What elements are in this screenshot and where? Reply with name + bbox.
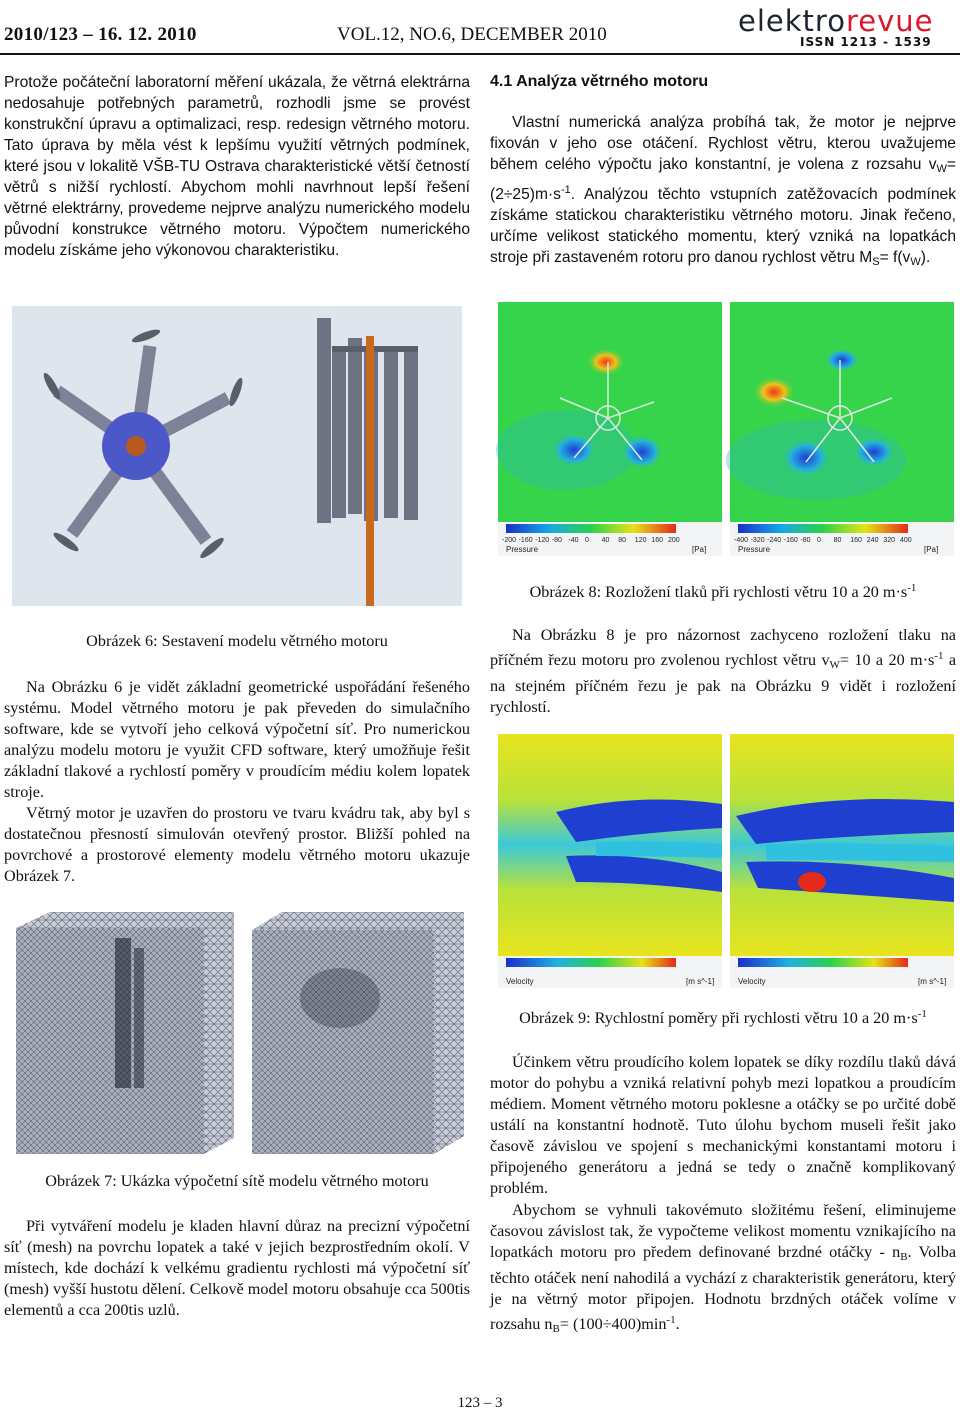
- legend-tick-label: 240: [866, 537, 879, 544]
- header-issn: ISSN 1213 - 1539: [800, 35, 932, 49]
- vw-sup: -1: [560, 184, 571, 196]
- legend-tick-label: 160: [651, 537, 664, 544]
- legend-tick-label: 320: [883, 537, 896, 544]
- fig9-caption-sup: -1: [917, 1008, 927, 1020]
- p4-nb-sub: B: [900, 1251, 908, 1263]
- fig8-caption-text: Obrázek 8: Rozložení tlaků při rychlosti větru 10 a 20 m·s: [529, 583, 908, 601]
- legend-tick-label: -80: [800, 537, 811, 544]
- p4-nb: n: [892, 1243, 901, 1261]
- fig9-left-label: Velocity: [506, 977, 534, 986]
- legend-tick-label: -200: [502, 537, 517, 544]
- legend-tick-label: 200: [668, 537, 680, 544]
- legend-tick-label: -240: [767, 537, 782, 544]
- intro-text-1: Protože počáteční laboratorní měření ukázala, že větrná elektrárna nedosahuje potřebných parametrů, rozhodli jsme se provést konstrukční úpravu a optimalizaci, resp. redesign větrného motoru. Tato úprava by měla vést k lepšímu využití větrných podmínek, které jsou v lokalitě VŠB-TU Ostrava charakteristické větší četností větrů s nižší rychlostí.: [4, 74, 470, 196]
- fig9-right-label: Velocity: [738, 977, 766, 986]
- paragraph-fig8: [490, 625, 956, 718]
- logo-part2: revue: [845, 4, 934, 38]
- legend-tick-label: 160: [850, 537, 862, 544]
- header-issue: 2010/123 – 16. 12. 2010: [4, 24, 197, 45]
- header-rule: [0, 53, 960, 55]
- p4-nb2: n: [544, 1315, 553, 1333]
- paragraph-mesh-text: Při vytváření modelu je kladen hlavní důraz na precizní výpočetní síť (mesh) na povrchu lopatek a také v jejich bezprostředním okolí. V místech, kde dochází k velkému gradientu rychlosti má výpočetní síť (mesh) vyšší hustotu dělení. Celkově model motoru obsahuje cca 500tis elementů a cca 200tis uzlů.: [4, 1217, 470, 1319]
- p1-text: Vlastní numerická analýza probíhá tak, že motor je nejprve fixován v jeho ose otáčení. Rychlost větru, kterou uvažujeme během celého výpočtu jako konstantní, je volena z rozsahu: [490, 114, 956, 173]
- fig8-caption-sup: -1: [907, 582, 917, 594]
- section-title: 4.1 Analýza větrného motoru: [490, 73, 709, 90]
- figure-6-caption: Obrázek 6: Sestavení modelu větrného motoru: [86, 632, 388, 650]
- logo-part1: elektro: [738, 4, 846, 38]
- p2-text-b: = 10 a 20 m·s: [839, 651, 935, 669]
- legend-tick-label: 0: [817, 537, 821, 544]
- fig9-right-unit: [m s^-1]: [918, 977, 947, 986]
- ms-end: ).: [920, 249, 931, 266]
- legend-tick-label: 400: [900, 537, 912, 544]
- fig8-right-unit: [Pa]: [924, 545, 939, 554]
- fig9-caption-text: Obrázek 9: Rychlostní poměry při rychlosti větru 10 a 20 m·s: [519, 1009, 918, 1027]
- figure-7-caption: Obrázek 7: Ukázka výpočetní sítě modelu větrného motoru: [45, 1172, 429, 1190]
- header-volume: VOL.12, NO.6, DECEMBER 2010: [337, 24, 607, 45]
- intro-text-2: Abychom mohli navrhnout lepší řešení větrné elektrárny, provedeme nejprve analýzu numerického modelu původní konstrukce větrného motoru. Výpočtem numerického modelu získáme jeho výkonovou charakteristiku.: [4, 179, 471, 259]
- fig8-right-label: Pressure: [738, 545, 771, 554]
- vw-sub: W: [936, 163, 947, 175]
- ms-var: M: [859, 249, 873, 266]
- section-paragraph-1: [490, 112, 956, 273]
- p4-sup: -1: [666, 1314, 676, 1326]
- legend-tick-label: -400: [734, 537, 749, 544]
- figure-6-model: [12, 306, 462, 606]
- legend-tick-label: 120: [634, 537, 647, 544]
- p2-text-c: a na stejném příčném řezu je pak na Obrázku 9 vidět i rozložení rychlostí.: [490, 651, 957, 716]
- vw-var: v: [928, 156, 937, 173]
- journal-logo: [738, 4, 933, 38]
- legend-tick-label: -320: [750, 537, 765, 544]
- p2-sub: W: [829, 659, 840, 671]
- intro-paragraph: [4, 72, 470, 261]
- legend-tick-label: -120: [535, 537, 550, 544]
- fig8-left-unit: [Pa]: [692, 545, 707, 554]
- p4-text-b: . Volba těchto otáček není nahodilá a vychází z charakteristik generátoru, který je na větrný motor připojen. Hodnotu brzdných otáček volíme v rozsahu: [490, 1243, 956, 1333]
- p4-nb2-sub: B: [552, 1323, 560, 1335]
- paragraph-mesh: [4, 1216, 470, 1321]
- ms-sub: S: [872, 256, 880, 268]
- p4-end: .: [675, 1315, 680, 1333]
- figure-8-caption: [490, 582, 956, 602]
- fig8-left-label: Pressure: [506, 545, 539, 554]
- legend-tick-label: 0: [585, 537, 589, 544]
- p4-text-c: = (100÷400)min: [559, 1315, 667, 1333]
- vw-range: = (2÷25)m·s: [490, 156, 956, 203]
- legend-tick-label: -80: [551, 537, 562, 544]
- ms-sub2: W: [910, 256, 921, 268]
- p2-text-a: Na Obrázku 8 je pro názornost zachyceno rozložení tlaku na příčném řezu motoru pro zvolenou rychlost větru: [490, 626, 956, 669]
- page-number: 123 – 3: [457, 1395, 503, 1411]
- paragraph-motion: [490, 1052, 956, 1199]
- paragraph-fig6: [4, 677, 470, 803]
- legend-tick-label: -160: [518, 537, 533, 544]
- ms-eq: = f(v: [879, 249, 911, 266]
- figure-7-mesh: [10, 908, 470, 1158]
- legend-tick-label: 80: [618, 537, 626, 544]
- figure-8-pressure: [496, 300, 956, 558]
- legend-tick-label: 40: [601, 537, 610, 544]
- fig9-left-unit: [m s^-1]: [686, 977, 715, 986]
- p2-sup: -1: [934, 650, 944, 662]
- figure-9-velocity: [496, 732, 956, 988]
- paragraph-fig6-text: Na Obrázku 6 je vidět základní geometrické uspořádání řešeného systému. Model větrného motoru je pak převeden do simulačního software, kde se vytvoří jeho celková výpočetní síť. Pro numerickou analýzu modelu motoru je využit CFD software, který umožňuje řešit základní tlakové a rychlostí poměry v proudícím médiu kolem lopatek stroje.: [4, 678, 470, 801]
- legend-tick-label: -40: [568, 537, 579, 544]
- legend-tick-label: -160: [783, 537, 798, 544]
- p4-text-a: Abychom se vyhnuli takovémuto složitému řešení, eliminujeme časovou závislost tak, že vypočteme velikost momentu vznikajícího na lopatkách motoru pro předem definované brzdné otáčky -: [490, 1201, 956, 1261]
- legend-tick-label: 80: [833, 537, 842, 544]
- figure-9-caption: [490, 1008, 956, 1028]
- p1-tail: . Analýzou těchto vstupních zatěžovacích podmínek získáme statickou charakteristiku větrného motoru. Jinak řečeno, určíme velikost statického momentu, který vzniká na lopatkách stroje při zastaveném rotoru pro danou rychlost větru: [490, 186, 956, 266]
- p3-text: Účinkem větru proudícího kolem lopatek se díky rozdílu tlaků dává motor do pohybu a vzniká relativní pohyb mezi lopatkou a proudícím médiem. Moment větrného motoru poklesne a otáčky se po určité době ustálí na konstantní hodnotě. Tuto úlohu bychom museli řešit jako časově závislou ve spojení s mechanickými konstantami motoru i připojeného generátoru a jedná se tedy o značně komplikovaný problém.: [490, 1053, 956, 1197]
- paragraph-braking: [490, 1200, 956, 1340]
- paragraph-box-text: Větrný motor je uzavřen do prostoru ve tvaru kvádru tak, aby byl s dostatečnou přesností simulován otevřený prostor. Bližší pohled na povrchové a prostorové elementy modelu větrného motoru ukazuje Obrázek 7.: [4, 804, 470, 885]
- p2-var: v: [821, 651, 830, 669]
- paragraph-box: [4, 803, 470, 887]
